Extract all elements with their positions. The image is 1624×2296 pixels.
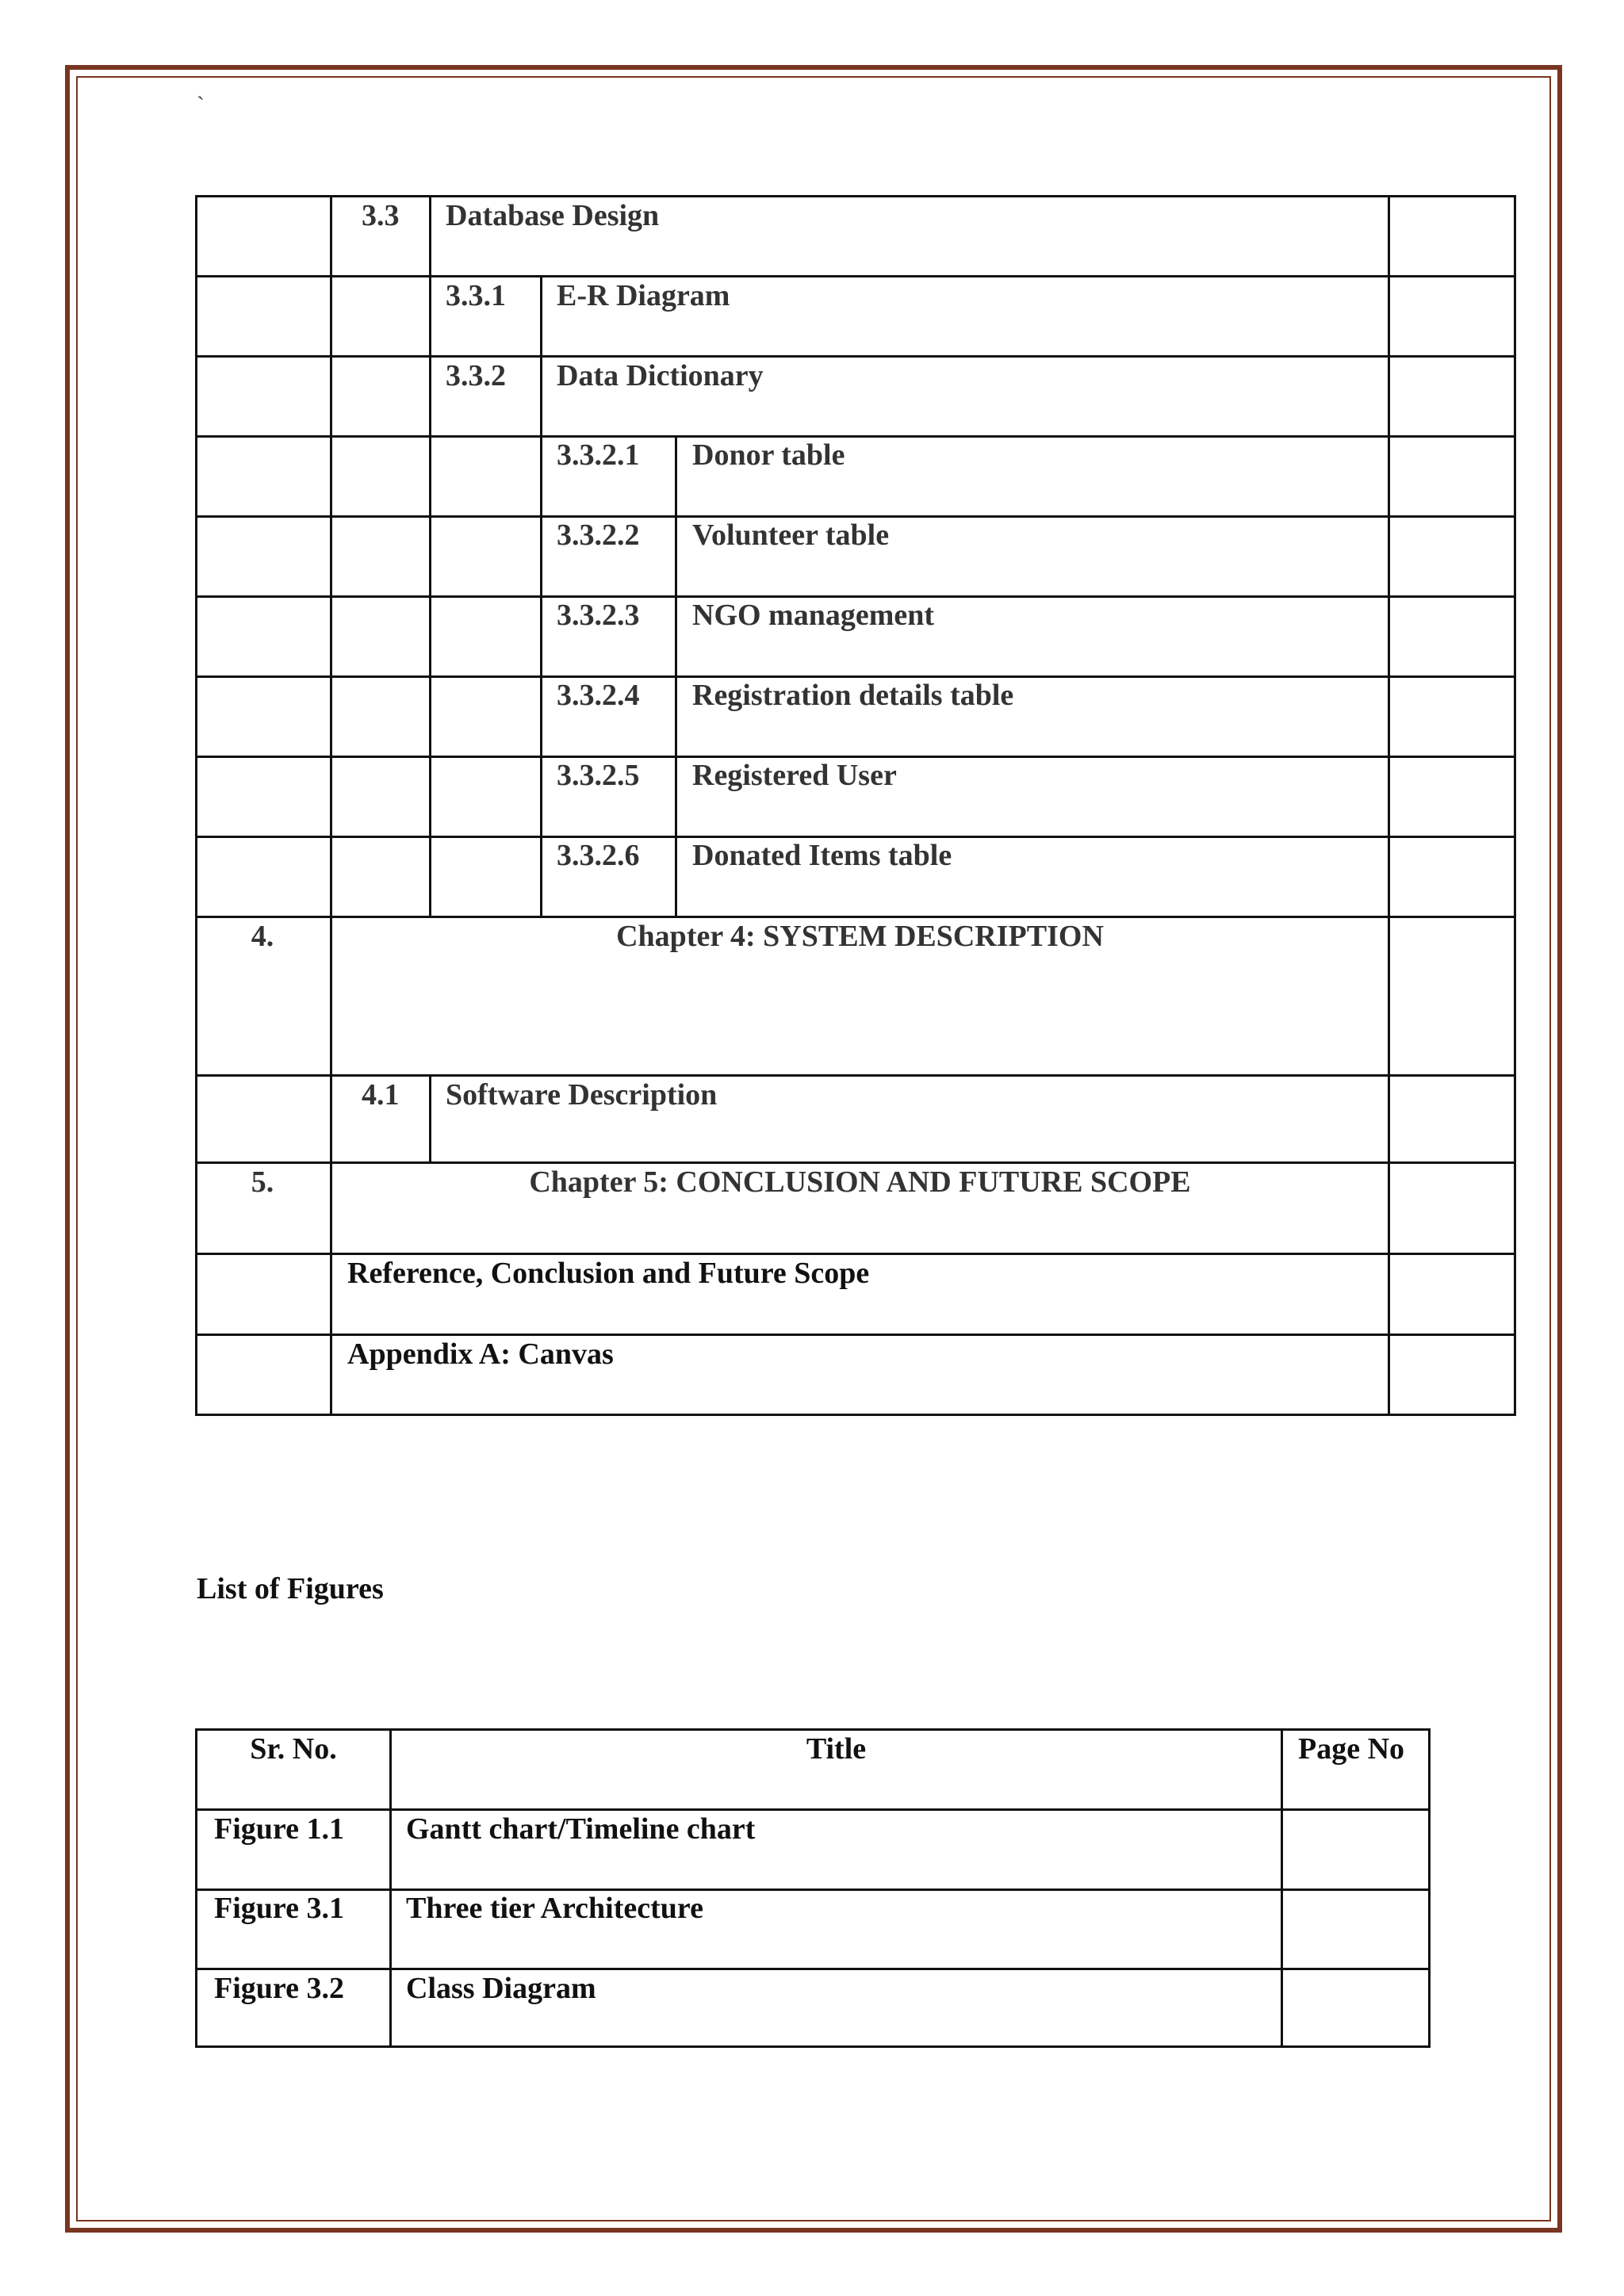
toc-title: Registration details table [692, 679, 1014, 712]
toc-rule [195, 1161, 1516, 1164]
toc-title: Appendix A: Canvas [347, 1337, 614, 1371]
toc-number: 3.3.1 [446, 279, 506, 312]
toc-rule [195, 275, 1516, 277]
figures-rule [1428, 1728, 1431, 2048]
list-of-figures-heading: List of Figures [197, 1572, 384, 1605]
toc-title: Donated Items table [692, 839, 952, 872]
toc-number: 3.3 [362, 199, 400, 232]
toc-number: 3.3.2.2 [557, 519, 640, 552]
col-header-page-no: Page No [1298, 1732, 1405, 1766]
toc-rule [429, 1074, 431, 1164]
figures-rule [1281, 1728, 1283, 2048]
col-header-sr-no: Sr. No. [250, 1732, 337, 1766]
toc-title: Database Design [446, 199, 660, 232]
toc-number: 3.3.2.4 [557, 679, 640, 712]
figures-rule [195, 1728, 1431, 1731]
toc-rule [330, 195, 332, 1416]
figures-rule [195, 1728, 197, 2048]
toc-number: 3.3.2.6 [557, 839, 640, 872]
figure-title: Gantt chart/Timeline chart [406, 1812, 756, 1846]
toc-rule [195, 1414, 1516, 1416]
toc-number: 3.3.2.5 [557, 759, 640, 792]
toc-title: Reference, Conclusion and Future Scope [347, 1257, 870, 1290]
toc-rule [429, 195, 431, 918]
figure-sr-no: Figure 3.2 [214, 1972, 344, 2005]
col-header-title: Title [806, 1732, 867, 1766]
figures-rule [195, 1968, 1431, 1970]
toc-rule [195, 355, 1516, 358]
toc-title: E-R Diagram [557, 279, 730, 312]
figure-sr-no: Figure 3.1 [214, 1892, 344, 1925]
toc-rule [195, 195, 1516, 197]
toc-title: Software Description [446, 1078, 718, 1112]
page-mark: ` [197, 92, 205, 118]
toc-rule [1388, 195, 1390, 1416]
toc-chapter-number: 5. [251, 1165, 274, 1199]
figures-rule [195, 2045, 1431, 2048]
toc-rule [1514, 195, 1516, 1416]
figures-rule [195, 1888, 1431, 1891]
figure-title: Three tier Architecture [406, 1892, 703, 1925]
toc-rule [195, 195, 197, 1416]
toc-title: NGO management [692, 599, 935, 632]
toc-number: 3.3.2.3 [557, 599, 640, 632]
toc-rule [195, 916, 1516, 918]
toc-title: Registered User [692, 759, 897, 792]
toc-rule [540, 275, 542, 918]
toc-chapter-title: Chapter 4: SYSTEM DESCRIPTION [616, 920, 1104, 953]
toc-rule [675, 435, 677, 918]
toc-number: 3.3.2.1 [557, 438, 640, 472]
toc-title: Donor table [692, 438, 845, 472]
toc-rule [195, 1253, 1516, 1255]
figures-rule [389, 1728, 392, 2048]
toc-rule [195, 1074, 1516, 1077]
toc-chapter-number: 4. [251, 920, 274, 953]
figure-sr-no: Figure 1.1 [214, 1812, 344, 1846]
toc-rule [195, 435, 1516, 438]
toc-rule [195, 1334, 1516, 1336]
toc-chapter-title: Chapter 5: CONCLUSION AND FUTURE SCOPE [529, 1165, 1191, 1199]
toc-title: Data Dictionary [557, 359, 764, 392]
figures-rule [195, 1808, 1431, 1811]
toc-number: 4.1 [362, 1078, 400, 1112]
figure-title: Class Diagram [406, 1972, 596, 2005]
toc-title: Volunteer table [692, 519, 890, 552]
toc-number: 3.3.2 [446, 359, 506, 392]
